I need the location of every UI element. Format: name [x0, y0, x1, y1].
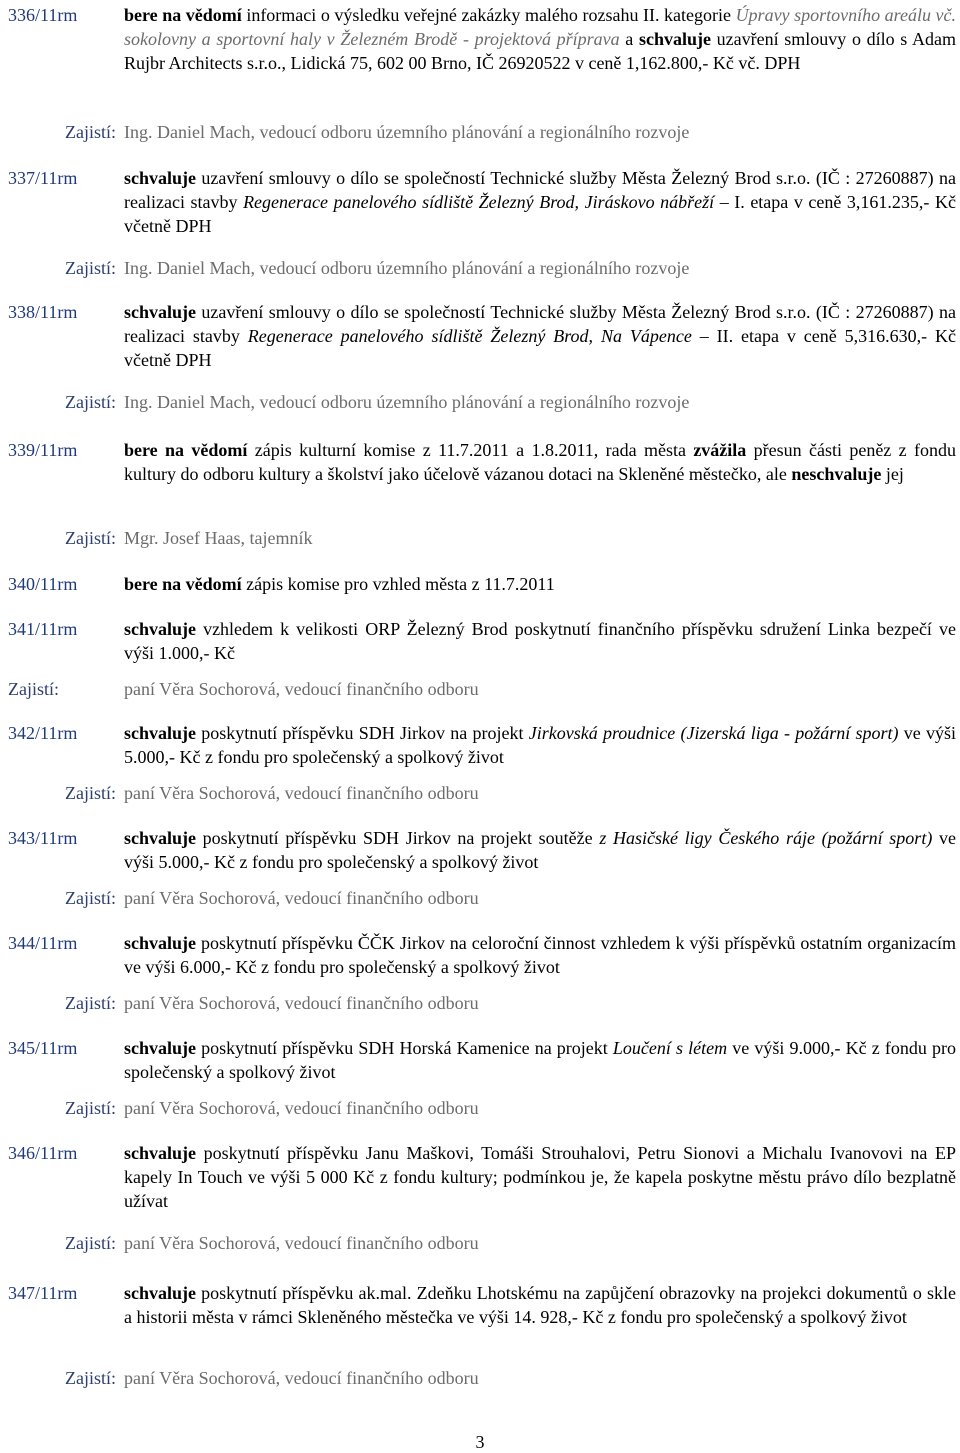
resolution-text-part: poskytnutí příspěvku SDH Jirkov na projekt soutěže: [196, 828, 600, 848]
responsible-row: [0, 1096, 960, 1120]
resolution-text: [124, 1036, 956, 1084]
responsible-row: [0, 677, 960, 701]
resolution-number: 337/11rm: [8, 168, 78, 188]
responsible-person: paní Věra Sochorová, vedoucí finančního odboru: [124, 783, 479, 803]
responsible-person: Ing. Daniel Mach, vedoucí odboru územního plánování a regionálního rozvoje: [124, 122, 690, 142]
resolution-number: 338/11rm: [8, 302, 78, 322]
resolution-text-part: poskytnutí příspěvku ak.mal. Zdeňku Lhotskému na zapůjčení obrazovky na projekci dokumentů o skle a historii města v rámci Skleněného městečka ve výši 14. 928,- Kč z fondu pro společenský a spolkový život: [124, 1283, 956, 1327]
resolution-text-part: poskytnutí příspěvku SDH Horská Kamenice na projekt: [196, 1038, 613, 1058]
responsible-label: Zajistí:: [65, 888, 116, 908]
resolution-number: 340/11rm: [8, 574, 78, 594]
responsible-row: [0, 991, 960, 1015]
responsible-person: paní Věra Sochorová, vedoucí finančního odboru: [124, 679, 479, 699]
responsible-person: Ing. Daniel Mach, vedoucí odboru územního plánování a regionálního rozvoje: [124, 392, 690, 412]
responsible-person: paní Věra Sochorová, vedoucí finančního odboru: [124, 888, 479, 908]
resolution-number: 336/11rm: [8, 5, 78, 25]
resolution-number: 344/11rm: [8, 933, 78, 953]
resolution-verb: neschvaluje: [791, 464, 882, 484]
project-name: Úpravy sportovního areálu vč. sokolovny a sportovní haly v Železném Brodě - projektová příprava: [124, 5, 956, 49]
responsible-label: Zajistí:: [65, 258, 116, 278]
responsible-label: Zajistí:: [65, 392, 116, 412]
resolution-text-part: přesun části peněz z fondu kultury do odboru kultury a školství jako účelově vázanou dotaci na Skleněné městečko, ale: [124, 440, 956, 484]
resolution-number: 342/11rm: [8, 723, 78, 743]
resolution-text-part: informaci o výsledku veřejné zakázky malého rozsahu II. kategorie: [241, 5, 736, 25]
resolution-verb: schvaluje: [124, 723, 196, 743]
project-name: z Hasičské ligy Českého ráje (požární sport): [599, 828, 933, 848]
resolution-verb: schvaluje: [124, 302, 196, 322]
responsible-row: [0, 886, 960, 910]
resolution-verb: schvaluje: [124, 1283, 196, 1303]
resolution-text-part: zápis komise pro vzhled města z 11.7.2011: [241, 574, 555, 594]
responsible-label: Zajistí:: [65, 783, 116, 803]
responsible-person: Ing. Daniel Mach, vedoucí odboru územního plánování a regionálního rozvoje: [124, 258, 690, 278]
resolution-verb: bere na vědomí: [124, 5, 242, 25]
responsible-label: Zajistí:: [65, 1233, 116, 1253]
responsible-person: paní Věra Sochorová, vedoucí finančního odboru: [124, 1368, 479, 1388]
resolution-text-part: – II. etapa v ceně 5,316.630,- Kč včetně DPH: [124, 326, 956, 370]
resolution-text-part: poskytnutí příspěvku Janu Maškovi, Tomáši Strouhalovi, Petru Sionovi a Michalu Ivanovovi na EP kapely In Touch ve výši 5 000 Kč z fondu kultury; podmínkou je, že kapela poskytne městu právo dílo bezplatně užívat: [124, 1143, 956, 1211]
resolution-text-part: – I. etapa v ceně 3,161.235,- Kč včetně DPH: [124, 192, 956, 236]
resolution-text-part: ve výši 9.000,- Kč z fondu pro společenský a spolkový život: [124, 1038, 956, 1082]
resolution-text-part: ve výši 5.000,- Kč z fondu pro společenský a spolkový život: [124, 723, 957, 767]
responsible-row: [0, 526, 960, 550]
project-name: Regenerace panelového sídliště Železný Brod, Jiráskovo nábřeží: [243, 192, 715, 212]
resolution-text-part: poskytnutí příspěvku SDH Jirkov na projekt: [196, 723, 529, 743]
responsible-row: [0, 390, 960, 414]
resolution-text: [124, 1281, 956, 1329]
resolution-number: 346/11rm: [8, 1143, 78, 1163]
responsible-row: [0, 1231, 960, 1255]
resolution-text-part: ve výši 5.000,- Kč z fondu pro společenský a spolkový život: [124, 828, 956, 872]
resolution-text: [124, 300, 956, 372]
resolution-text: [124, 931, 956, 979]
resolution-verb: schvaluje: [124, 828, 196, 848]
resolution-verb: schvaluje: [638, 29, 711, 49]
responsible-label: Zajistí:: [65, 1098, 116, 1118]
page-number: 3: [475, 1432, 485, 1452]
responsible-person: paní Věra Sochorová, vedoucí finančního odboru: [124, 1098, 479, 1118]
resolution-text-part: jej: [881, 464, 904, 484]
resolution-text-part: zápis kulturní komise z 11.7.2011 a 1.8.2011, rada města: [247, 440, 694, 460]
resolution-number: 347/11rm: [8, 1283, 78, 1303]
resolution-verb: zvážila: [693, 440, 747, 460]
resolution-verb: bere na vědomí: [124, 574, 242, 594]
resolution-text-part: poskytnutí příspěvku ČČK Jirkov na celoroční činnost vzhledem k výši příspěvků ostatním organizacím ve výši 6.000,- Kč z fondu pro společenský a spolkový život: [124, 933, 956, 977]
resolution-text-part: uzavření smlouvy o dílo s Adam Rujbr Architects s.r.o., Lidická 75, 602 00 Brno, IČ 26920522 v ceně 1,162.800,- Kč vč. DPH: [124, 29, 956, 73]
responsible-label: Zajistí:: [65, 993, 116, 1013]
responsible-label: Zajistí:: [65, 122, 116, 142]
responsible-label: Zajistí:: [65, 528, 116, 548]
responsible-row: [0, 781, 960, 805]
resolution-text: [124, 572, 956, 596]
resolution-number: 343/11rm: [8, 828, 78, 848]
resolution-text-part: vzhledem k velikosti ORP Železný Brod poskytnutí finančního příspěvku sdružení Linka bezpečí ve výši 1.000,- Kč: [124, 619, 956, 663]
resolution-verb: schvaluje: [124, 1143, 196, 1163]
resolution-verb: schvaluje: [124, 933, 196, 953]
responsible-person: Mgr. Josef Haas, tajemník: [124, 528, 313, 548]
resolution-text: [124, 826, 956, 874]
project-name: Regenerace panelového sídliště Železný Brod, Na Vápence: [247, 326, 692, 346]
resolution-text: [124, 617, 956, 665]
project-name: Loučení s létem: [612, 1038, 728, 1058]
responsible-label: Zajistí:: [65, 1368, 116, 1388]
resolution-text: [124, 438, 956, 486]
resolution-text-part: uzavření smlouvy o dílo se společností Technické služby Města Železný Brod s.r.o. (IČ : 27260887) na realizaci stavby: [124, 168, 956, 212]
resolution-number: 339/11rm: [8, 440, 78, 460]
resolution-verb: bere na vědomí: [124, 440, 248, 460]
responsible-row: [0, 1366, 960, 1390]
resolution-verb: schvaluje: [124, 619, 196, 639]
resolution-number: 345/11rm: [8, 1038, 78, 1058]
responsible-row: [0, 256, 960, 280]
resolution-text-part: uzavření smlouvy o dílo se společností Technické služby Města Železný Brod s.r.o. (IČ : 27260887) na realizaci stavby: [124, 302, 956, 346]
resolution-number: 341/11rm: [8, 619, 78, 639]
resolution-text: [124, 3, 956, 75]
responsible-row: [0, 120, 960, 144]
responsible-person: paní Věra Sochorová, vedoucí finančního odboru: [124, 1233, 479, 1253]
resolution-verb: schvaluje: [124, 168, 196, 188]
resolution-text: [124, 166, 956, 238]
responsible-person: paní Věra Sochorová, vedoucí finančního odboru: [124, 993, 479, 1013]
resolution-verb: schvaluje: [124, 1038, 196, 1058]
resolution-text: [124, 1141, 956, 1213]
responsible-label: Zajistí:: [8, 679, 59, 699]
resolution-text-part: a: [619, 29, 639, 49]
project-name: Jirkovská proudnice (Jizerská liga - požární sport): [528, 723, 899, 743]
resolution-text: [124, 721, 956, 769]
